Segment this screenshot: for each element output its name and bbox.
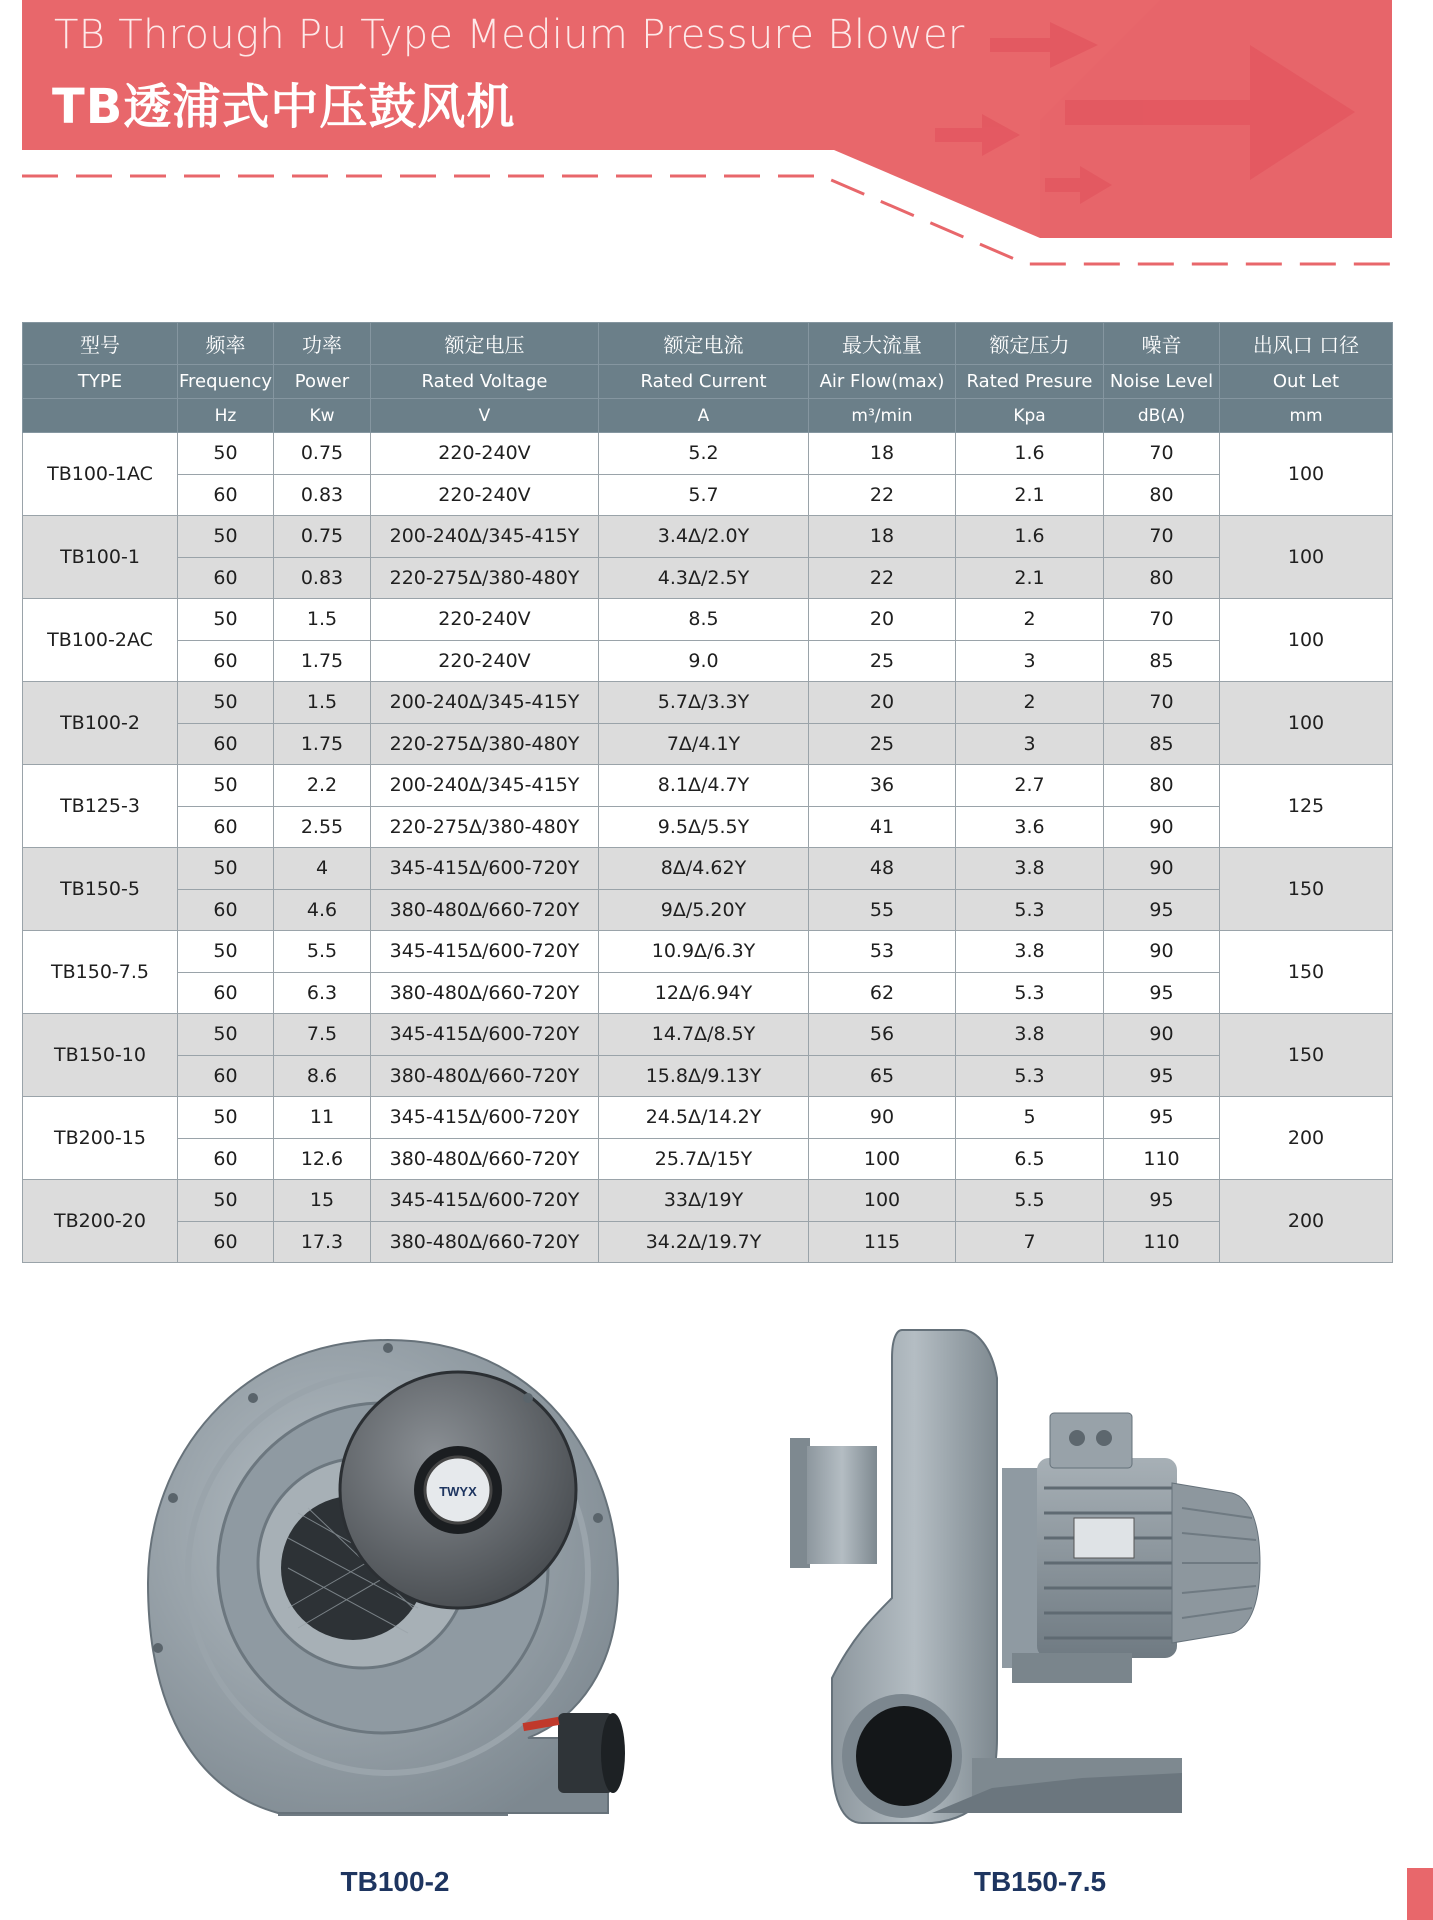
cell-noise: 85: [1104, 723, 1220, 765]
cell-type: TB100-2: [23, 682, 178, 765]
cell-airflow: 20: [809, 599, 956, 641]
header-row-cn: [23, 323, 1393, 365]
blower-logo-text: TWYX: [439, 1484, 477, 1499]
col-airflow-unit: m³/min: [809, 399, 956, 433]
cell-power: 2.2: [274, 765, 371, 807]
cell-power: 11: [274, 1097, 371, 1139]
cell-noise: 95: [1104, 1097, 1220, 1139]
col-voltage-en: Rated Voltage: [371, 365, 599, 399]
cell-current: 4.3Δ/2.5Y: [599, 557, 809, 599]
cell-airflow: 18: [809, 433, 956, 475]
col-frequency-en: Frequency: [178, 365, 274, 399]
cell-frequency: 50: [178, 516, 274, 558]
cell-airflow: 56: [809, 1014, 956, 1056]
cell-airflow: 62: [809, 972, 956, 1014]
title-english: TB Through Pu Type Medium Pressure Blower: [54, 12, 965, 58]
cell-power: 7.5: [274, 1014, 371, 1056]
table-row: [23, 474, 1393, 516]
cell-airflow: 20: [809, 682, 956, 724]
cell-power: 5.5: [274, 931, 371, 973]
cell-outlet: 125: [1220, 765, 1393, 848]
cell-noise: 80: [1104, 474, 1220, 516]
cell-frequency: 60: [178, 557, 274, 599]
cell-airflow: 22: [809, 557, 956, 599]
cell-noise: 90: [1104, 806, 1220, 848]
cell-noise: 95: [1104, 889, 1220, 931]
cell-outlet: 200: [1220, 1097, 1393, 1180]
cell-airflow: 115: [809, 1221, 956, 1263]
col-type-cn: 型号: [23, 323, 178, 365]
cell-power: 1.5: [274, 599, 371, 641]
cell-outlet: 100: [1220, 516, 1393, 599]
cell-noise: 95: [1104, 972, 1220, 1014]
cell-voltage: 220-240V: [371, 640, 599, 682]
cell-type: TB200-15: [23, 1097, 178, 1180]
cell-current: 5.7: [599, 474, 809, 516]
cell-type: TB100-1AC: [23, 433, 178, 516]
cell-noise: 70: [1104, 516, 1220, 558]
cell-current: 9.0: [599, 640, 809, 682]
header-row-units: [23, 399, 1393, 433]
cell-type: TB200-20: [23, 1180, 178, 1263]
table-row: [23, 599, 1393, 641]
cell-current: 12Δ/6.94Y: [599, 972, 809, 1014]
cell-noise: 90: [1104, 1014, 1220, 1056]
cell-frequency: 60: [178, 474, 274, 516]
col-power-en: Power: [274, 365, 371, 399]
table-row: [23, 1138, 1393, 1180]
table-row: [23, 433, 1393, 475]
cell-voltage: 380-480Δ/660-720Y: [371, 889, 599, 931]
cell-voltage: 345-415Δ/600-720Y: [371, 931, 599, 973]
spec-table: [22, 322, 1393, 1263]
cell-voltage: 220-240V: [371, 474, 599, 516]
cell-noise: 70: [1104, 599, 1220, 641]
cell-pressure: 3: [956, 723, 1104, 765]
table-row: [23, 1055, 1393, 1097]
cell-noise: 95: [1104, 1180, 1220, 1222]
cell-noise: 95: [1104, 1055, 1220, 1097]
cell-airflow: 25: [809, 723, 956, 765]
cell-voltage: 220-275Δ/380-480Y: [371, 806, 599, 848]
cell-airflow: 36: [809, 765, 956, 807]
col-noise-cn: 噪音: [1104, 323, 1220, 365]
cell-frequency: 60: [178, 723, 274, 765]
col-outlet-unit: mm: [1220, 399, 1393, 433]
cell-current: 10.9Δ/6.3Y: [599, 931, 809, 973]
cell-pressure: 3.8: [956, 848, 1104, 890]
cell-frequency: 50: [178, 1180, 274, 1222]
table-body: [23, 433, 1393, 1263]
cell-voltage: 380-480Δ/660-720Y: [371, 1055, 599, 1097]
cell-outlet: 100: [1220, 682, 1393, 765]
cell-power: 4.6: [274, 889, 371, 931]
cell-outlet: 200: [1220, 1180, 1393, 1263]
product-caption-tb100-2: TB100-2: [340, 1866, 450, 1897]
cell-pressure: 2: [956, 599, 1104, 641]
cell-power: 0.75: [274, 433, 371, 475]
cell-airflow: 100: [809, 1180, 956, 1222]
cell-airflow: 55: [809, 889, 956, 931]
cell-power: 4: [274, 848, 371, 890]
product-caption-tb150-7-5: TB150-7.5: [973, 1866, 1107, 1897]
cell-voltage: 345-415Δ/600-720Y: [371, 848, 599, 890]
cell-power: 12.6: [274, 1138, 371, 1180]
col-airflow-cn: 最大流量: [809, 323, 956, 365]
cell-airflow: 90: [809, 1097, 956, 1139]
cell-airflow: 18: [809, 516, 956, 558]
cell-power: 6.3: [274, 972, 371, 1014]
cell-voltage: 345-415Δ/600-720Y: [371, 1097, 599, 1139]
cell-noise: 80: [1104, 765, 1220, 807]
cell-voltage: 220-275Δ/380-480Y: [371, 557, 599, 599]
col-type-en: TYPE: [23, 365, 178, 399]
table-row: [23, 1014, 1393, 1056]
cell-pressure: 3: [956, 640, 1104, 682]
cell-power: 1.75: [274, 723, 371, 765]
cell-pressure: 2: [956, 682, 1104, 724]
col-frequency-cn: 频率: [178, 323, 274, 365]
cell-current: 9.5Δ/5.5Y: [599, 806, 809, 848]
cell-frequency: 60: [178, 1138, 274, 1180]
col-voltage-unit: V: [371, 399, 599, 433]
cell-current: 8.5: [599, 599, 809, 641]
cell-power: 15: [274, 1180, 371, 1222]
cell-frequency: 60: [178, 640, 274, 682]
cell-frequency: 50: [178, 433, 274, 475]
cell-pressure: 5.3: [956, 972, 1104, 1014]
cell-noise: 90: [1104, 931, 1220, 973]
cell-voltage: 220-240V: [371, 599, 599, 641]
cell-voltage: 380-480Δ/660-720Y: [371, 972, 599, 1014]
page-corner-accent: [1407, 1868, 1433, 1920]
cell-pressure: 2.1: [956, 474, 1104, 516]
table-header: [23, 323, 1393, 433]
cell-pressure: 1.6: [956, 516, 1104, 558]
cell-pressure: 3.6: [956, 806, 1104, 848]
cell-current: 5.2: [599, 433, 809, 475]
cell-current: 33Δ/19Y: [599, 1180, 809, 1222]
cell-pressure: 3.8: [956, 1014, 1104, 1056]
cell-airflow: 41: [809, 806, 956, 848]
cell-frequency: 50: [178, 1097, 274, 1139]
cell-pressure: 3.8: [956, 931, 1104, 973]
col-outlet-en: Out Let: [1220, 365, 1393, 399]
cell-voltage: 345-415Δ/600-720Y: [371, 1014, 599, 1056]
cell-noise: 80: [1104, 557, 1220, 599]
cell-frequency: 50: [178, 931, 274, 973]
table-row: [23, 848, 1393, 890]
cell-noise: 85: [1104, 640, 1220, 682]
cell-voltage: 200-240Δ/345-415Y: [371, 516, 599, 558]
cell-type: TB150-5: [23, 848, 178, 931]
header-row-en: [23, 365, 1393, 399]
cell-power: 8.6: [274, 1055, 371, 1097]
col-outlet-cn: 出风口 口径: [1220, 323, 1393, 365]
cell-power: 0.83: [274, 474, 371, 516]
cell-current: 7Δ/4.1Y: [599, 723, 809, 765]
col-pressure-cn: 额定压力: [956, 323, 1104, 365]
table-row: [23, 806, 1393, 848]
cell-pressure: 5: [956, 1097, 1104, 1139]
col-current-unit: A: [599, 399, 809, 433]
cell-frequency: 60: [178, 1221, 274, 1263]
cell-noise: 90: [1104, 848, 1220, 890]
cell-power: 0.75: [274, 516, 371, 558]
col-noise-unit: dB(A): [1104, 399, 1220, 433]
cell-outlet: 100: [1220, 433, 1393, 516]
cell-pressure: 1.6: [956, 433, 1104, 475]
cell-frequency: 50: [178, 848, 274, 890]
cell-frequency: 50: [178, 1014, 274, 1056]
col-airflow-en: Air Flow(max): [809, 365, 956, 399]
cell-pressure: 2.1: [956, 557, 1104, 599]
table-row: [23, 972, 1393, 1014]
cell-type: TB150-7.5: [23, 931, 178, 1014]
cell-type: TB150-10: [23, 1014, 178, 1097]
cell-voltage: 200-240Δ/345-415Y: [371, 765, 599, 807]
table-row: [23, 682, 1393, 724]
table-row: [23, 640, 1393, 682]
cell-pressure: 7: [956, 1221, 1104, 1263]
cell-outlet: 100: [1220, 599, 1393, 682]
cell-frequency: 60: [178, 1055, 274, 1097]
cell-current: 14.7Δ/8.5Y: [599, 1014, 809, 1056]
cell-power: 1.5: [274, 682, 371, 724]
col-pressure-unit: Kpa: [956, 399, 1104, 433]
cell-frequency: 60: [178, 806, 274, 848]
cell-power: 2.55: [274, 806, 371, 848]
blower-front-view-image: [128, 1318, 648, 1838]
table-row: [23, 765, 1393, 807]
cell-current: 3.4Δ/2.0Y: [599, 516, 809, 558]
cell-airflow: 100: [809, 1138, 956, 1180]
cell-airflow: 53: [809, 931, 956, 973]
cell-noise: 110: [1104, 1138, 1220, 1180]
cell-current: 34.2Δ/19.7Y: [599, 1221, 809, 1263]
table-row: [23, 1221, 1393, 1263]
cell-power: 0.83: [274, 557, 371, 599]
cell-frequency: 50: [178, 682, 274, 724]
cell-current: 24.5Δ/14.2Y: [599, 1097, 809, 1139]
cell-frequency: 60: [178, 972, 274, 1014]
table-row: [23, 1180, 1393, 1222]
product-image-tb150-7-5: [782, 1318, 1272, 1838]
cell-pressure: 6.5: [956, 1138, 1104, 1180]
cell-current: 8Δ/4.62Y: [599, 848, 809, 890]
col-power-unit: Kw: [274, 399, 371, 433]
cell-outlet: 150: [1220, 931, 1393, 1014]
cell-power: 17.3: [274, 1221, 371, 1263]
cell-noise: 110: [1104, 1221, 1220, 1263]
cell-type: TB100-1: [23, 516, 178, 599]
col-current-cn: 额定电流: [599, 323, 809, 365]
col-voltage-cn: 额定电压: [371, 323, 599, 365]
cell-airflow: 48: [809, 848, 956, 890]
col-current-en: Rated Current: [599, 365, 809, 399]
cell-current: 25.7Δ/15Y: [599, 1138, 809, 1180]
table-row: [23, 1097, 1393, 1139]
cell-voltage: 220-275Δ/380-480Y: [371, 723, 599, 765]
col-noise-en: Noise Level: [1104, 365, 1220, 399]
col-type-unit: [23, 399, 178, 433]
title-chinese: TB透浦式中压鼓风机: [52, 79, 516, 135]
cell-current: 8.1Δ/4.7Y: [599, 765, 809, 807]
cell-noise: 70: [1104, 433, 1220, 475]
cell-current: 5.7Δ/3.3Y: [599, 682, 809, 724]
cell-airflow: 22: [809, 474, 956, 516]
table-row: [23, 516, 1393, 558]
cell-outlet: 150: [1220, 1014, 1393, 1097]
table-row: [23, 931, 1393, 973]
cell-pressure: 5.3: [956, 1055, 1104, 1097]
cell-current: 9Δ/5.20Y: [599, 889, 809, 931]
cell-pressure: 2.7: [956, 765, 1104, 807]
cell-voltage: 200-240Δ/345-415Y: [371, 682, 599, 724]
cell-airflow: 65: [809, 1055, 956, 1097]
product-image-tb100-2: [128, 1318, 648, 1838]
col-power-cn: 功率: [274, 323, 371, 365]
table-row: [23, 889, 1393, 931]
blower-side-view-image: [782, 1318, 1272, 1838]
cell-type: TB100-2AC: [23, 599, 178, 682]
cell-frequency: 50: [178, 765, 274, 807]
cell-current: 15.8Δ/9.13Y: [599, 1055, 809, 1097]
cell-frequency: 50: [178, 599, 274, 641]
cell-power: 1.75: [274, 640, 371, 682]
cell-voltage: 380-480Δ/660-720Y: [371, 1221, 599, 1263]
cell-voltage: 345-415Δ/600-720Y: [371, 1180, 599, 1222]
cell-voltage: 380-480Δ/660-720Y: [371, 1138, 599, 1180]
cell-frequency: 60: [178, 889, 274, 931]
cell-outlet: 150: [1220, 848, 1393, 931]
cell-pressure: 5.3: [956, 889, 1104, 931]
col-pressure-en: Rated Presure: [956, 365, 1104, 399]
cell-voltage: 220-240V: [371, 433, 599, 475]
col-frequency-unit: Hz: [178, 399, 274, 433]
header-banner: [0, 0, 1433, 280]
cell-type: TB125-3: [23, 765, 178, 848]
table-row: [23, 723, 1393, 765]
table-row: [23, 557, 1393, 599]
cell-noise: 70: [1104, 682, 1220, 724]
cell-pressure: 5.5: [956, 1180, 1104, 1222]
cell-airflow: 25: [809, 640, 956, 682]
